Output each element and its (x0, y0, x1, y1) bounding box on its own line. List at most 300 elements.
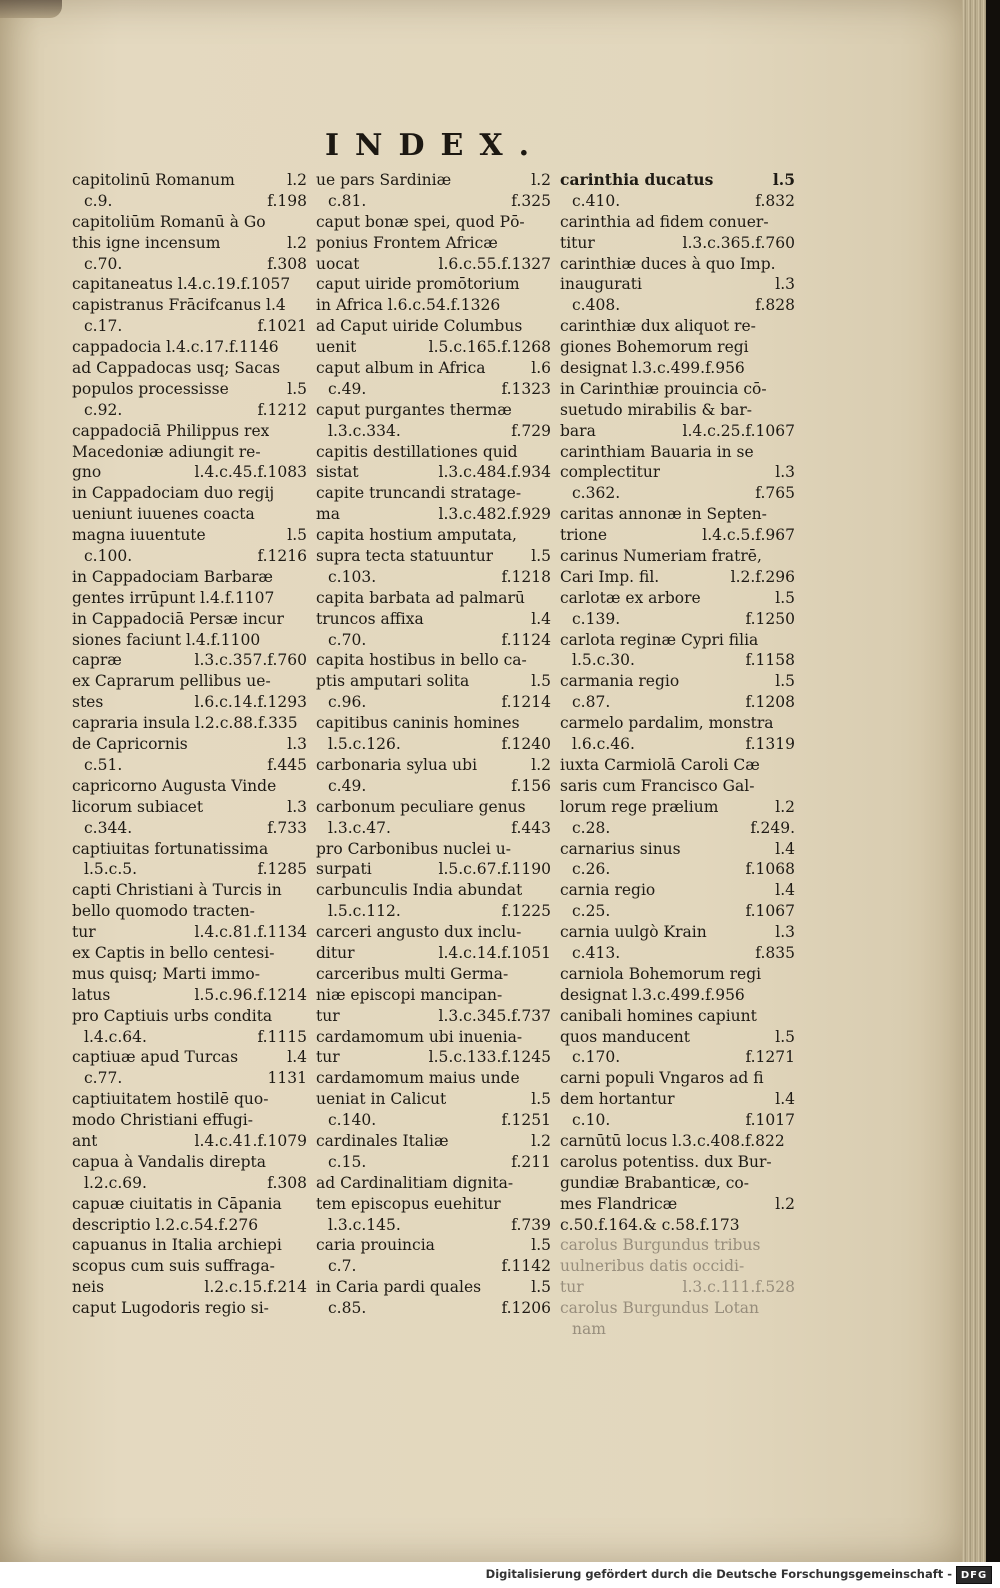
index-entry-text: c.81. (328, 191, 367, 210)
index-entry-reference: l.4.c.14.f.1051 (438, 943, 551, 962)
index-entry-line (560, 609, 795, 630)
index-entry-text: carinus Numeriam fratrē, (560, 547, 762, 566)
index-entry-text: c.70. (328, 630, 367, 649)
index-entry-text: c.10. (572, 1111, 611, 1130)
index-entry-text: capita hostibus in bello ca- (316, 651, 527, 670)
index-entry-text: Macedoniæ adiungit re- (72, 442, 261, 461)
index-entry-text: l.5.c.112. (328, 902, 401, 921)
index-entry-line (316, 567, 551, 588)
index-entry-text: in Carinthiæ prouincia cō- (560, 379, 767, 398)
index-entry-line (72, 1215, 307, 1236)
index-entry-text: ad Caput uiride Columbus (316, 317, 523, 336)
index-entry-line (560, 525, 795, 546)
index-entry-line (560, 1006, 795, 1027)
index-entry-text: populos processisse (72, 379, 229, 398)
index-entry-line (560, 504, 795, 525)
index-entry-text: giones Bohemorum regi (560, 338, 749, 357)
index-entry-reference: l.4 (287, 1048, 307, 1067)
index-entry-line (316, 671, 551, 692)
index-entry-reference: l.2 (775, 1194, 795, 1213)
index-entry-line (560, 797, 795, 818)
index-entry-text: capitibus caninis homines (316, 714, 520, 733)
index-entry-line (560, 1131, 795, 1152)
index-entry-line (72, 755, 307, 776)
index-entry-text: c.9. (84, 191, 113, 210)
index-entry-reference: f.1212 (257, 400, 307, 419)
index-entry-line (72, 1027, 307, 1048)
index-entry-line (560, 1027, 795, 1048)
index-entry-line (560, 379, 795, 400)
index-entry-line (560, 1068, 795, 1089)
index-entry-line (316, 1215, 551, 1236)
index-entry-reference: f.1021 (257, 317, 307, 336)
index-entry-text: carolus Burgundus tribus (560, 1236, 761, 1255)
index-entry-line (72, 1256, 307, 1277)
scan-background-edge (986, 0, 1000, 1562)
index-entry-text: c.70. (84, 254, 123, 273)
index-entry-line (316, 170, 551, 191)
index-entry-text: ponius Frontem Africæ (316, 233, 498, 252)
index-entry-text: pro Captiuis urbs condita (72, 1006, 273, 1025)
index-entry-text: mes Flandricæ (560, 1194, 678, 1213)
index-entry-reference: l.2 (531, 171, 551, 189)
index-entry-reference: f.1017 (745, 1111, 795, 1130)
index-entry-text: c.413. (572, 943, 621, 962)
index-entry-line (560, 985, 795, 1006)
index-entry-text: capraria insula l.2.c.88.f.335 (72, 714, 298, 733)
index-entry-line (316, 1173, 551, 1194)
index-entry-text: lorum rege prælium (560, 797, 719, 816)
index-entry-text: capitoliūm Romanū à Go (72, 212, 266, 231)
index-entry-text: caput album in Africa (316, 359, 486, 378)
index-entry-line (560, 316, 795, 337)
index-entry-line (72, 337, 307, 358)
index-entry-text: l.2.c.69. (84, 1173, 147, 1192)
index-entry-line (72, 546, 307, 567)
index-entry-text: gno (72, 463, 102, 482)
index-entry-line (72, 191, 307, 212)
index-entry-reference: l.4.c.5.f.967 (702, 526, 795, 545)
index-entry-text: c.15. (328, 1152, 367, 1171)
index-entry-line (72, 776, 307, 797)
index-entry-text: l.3.c.47. (328, 818, 391, 837)
index-entry-line (560, 713, 795, 734)
dfg-logo (956, 1566, 992, 1584)
index-entry-reference: l.3.c.111.f.528 (682, 1278, 795, 1297)
index-entry-line (560, 337, 795, 358)
index-entry-text: capitolinū Romanum (72, 171, 235, 189)
index-entry-reference: l.3 (287, 797, 307, 816)
index-entry-line (316, 295, 551, 316)
index-entry-text: carinthiæ dux aliquot re- (560, 317, 756, 336)
index-entry-text: capuanus in Italia archiepi (72, 1236, 282, 1255)
index-entry-text: capite truncandi stratage- (316, 484, 522, 503)
index-entry-line (316, 442, 551, 463)
index-entry-text: siones faciunt l.4.f.1100 (72, 630, 261, 649)
index-entry-reference: f.445 (267, 755, 307, 774)
index-entry-text: capitis destillationes quid (316, 442, 518, 461)
index-entry-text: cardamomum maius unde (316, 1069, 520, 1088)
index-entry-text: sistat (316, 463, 359, 482)
index-entry-line (316, 713, 551, 734)
index-entry-reference: f.1158 (745, 651, 795, 670)
index-entry-line (72, 1047, 307, 1068)
index-entry-line (560, 442, 795, 463)
index-entry-reference: l.5.c.133.f.1245 (428, 1048, 551, 1067)
index-entry-line (560, 776, 795, 797)
index-entry-line (316, 233, 551, 254)
index-entry-text: l.5.c.126. (328, 735, 401, 754)
index-entry-reference: l.4 (775, 881, 795, 900)
index-entry-line (560, 1194, 795, 1215)
index-entry-line (316, 818, 551, 839)
index-entry-line (560, 546, 795, 567)
index-entry-line (72, 713, 307, 734)
index-entry-reference: l.2 (287, 233, 307, 252)
index-entry-text: caput uiride promōtorium (316, 275, 520, 294)
index-entry-text: ex Caprarum pellibus ue- (72, 672, 271, 691)
index-entry-text: captiuitatem hostilē quo- (72, 1090, 269, 1109)
index-entry-line (560, 191, 795, 212)
index-entry-reference: f.828 (755, 296, 795, 315)
index-entry-line (72, 504, 307, 525)
index-entry-reference: l.2.c.15.f.214 (204, 1278, 307, 1297)
index-entry-text: l.5.c.5. (84, 860, 138, 879)
index-entry-line (316, 776, 551, 797)
index-entry-text: quos manducent (560, 1027, 691, 1046)
index-entry-text: capuæ ciuitatis in Cāpania (72, 1194, 282, 1213)
index-entry-text: ad Cappadocas usq; Sacas (72, 359, 281, 378)
index-entry-text: mus quisq; Marti immo- (72, 964, 261, 983)
index-entry-text: Cari Imp. fil. (560, 567, 660, 586)
index-entry-line (72, 859, 307, 880)
index-entry-line (72, 170, 307, 191)
index-entry-line (560, 1256, 795, 1277)
index-entry-line (560, 1235, 795, 1256)
index-entry-text: c.139. (572, 609, 621, 628)
index-entry-text: carinthia ad fidem conuer- (560, 212, 769, 231)
index-entry-reference: l.5 (531, 672, 551, 691)
index-entry-line (316, 191, 551, 212)
index-entry-text: l.3.c.145. (328, 1215, 401, 1234)
index-entry-line (316, 1110, 551, 1131)
index-entry-line (560, 839, 795, 860)
index-entry-text: ex Captis in bello centesi- (72, 943, 275, 962)
index-entry-reference: f.308 (267, 1173, 307, 1192)
index-entry-reference: l.4 (531, 609, 551, 628)
index-entry-text: c.77. (84, 1069, 123, 1088)
index-entry-reference: f.835 (755, 943, 795, 962)
index-entry-reference: f.325 (511, 191, 551, 210)
index-entry-text: ditur (316, 943, 355, 962)
index-entry-line (560, 358, 795, 379)
index-entry-text: c.410. (572, 191, 621, 210)
index-entry-text: carlotæ ex arbore (560, 588, 701, 607)
index-entry-reference: f.1124 (501, 630, 551, 649)
index-entry-reference: f.1251 (501, 1111, 551, 1130)
book-fore-edge (962, 0, 986, 1562)
index-entry-line (72, 462, 307, 483)
index-entry-line (72, 400, 307, 421)
index-entry-text: tur (316, 1048, 340, 1067)
index-entry-text: captiuitas fortunatissima (72, 839, 269, 858)
index-entry-text: carnarius sinus (560, 839, 681, 858)
index-entry-text: suetudo mirabilis & bar- (560, 400, 753, 419)
index-entry-reference: l.5.c.96.f.1214 (194, 985, 307, 1004)
index-entry-line (560, 1277, 795, 1298)
index-entry-line (72, 964, 307, 985)
index-entry-text: carinthia ducatus (560, 170, 714, 189)
index-entry-text: latus (72, 985, 111, 1004)
index-entry-reference: l.3 (775, 923, 795, 942)
index-entry-reference: l.5 (531, 1236, 551, 1255)
index-entry-line (316, 1194, 551, 1215)
index-entry-line (72, 734, 307, 755)
index-entry-line (72, 901, 307, 922)
index-entry-text: carmania regio (560, 672, 680, 691)
index-entry-text: designat l.3.c.499.f.956 (560, 985, 745, 1004)
index-entry-text: carolus Burgundus Lotan (560, 1299, 760, 1318)
index-entry-text: tur (316, 1006, 340, 1025)
dfg-logo-text: DFG (960, 1569, 988, 1581)
index-entry-reference: l.4.c.41.f.1079 (194, 1131, 307, 1150)
index-entry-text: niæ episcopi mancipan- (316, 985, 503, 1004)
index-entry-text: uulneribus datis occidi- (560, 1257, 745, 1276)
index-entry-line (316, 692, 551, 713)
index-entry-text: caput Lugodoris regio si- (72, 1299, 269, 1318)
index-entry-line (316, 1131, 551, 1152)
index-entry-reference: f.1142 (501, 1257, 551, 1276)
index-entry-reference: l.5 (775, 588, 795, 607)
index-entry-reference: l.5.c.165.f.1268 (428, 338, 551, 357)
index-entry-reference: f.1218 (501, 567, 551, 586)
index-entry-line (560, 170, 795, 191)
index-entry-line (72, 274, 307, 295)
index-entry-text: ue pars Sardiniæ (316, 171, 452, 189)
index-entry-line (316, 462, 551, 483)
index-entry-reference: f.308 (267, 254, 307, 273)
index-entry-line (72, 1173, 307, 1194)
index-entry-line (316, 1277, 551, 1298)
index-entry-line (72, 254, 307, 275)
index-entry-reference: l.4 (775, 839, 795, 858)
index-entry-text: c.28. (572, 818, 611, 837)
index-entry-text: carinthiæ duces à quo Imp. (560, 254, 776, 273)
index-entry-text: carceribus multi Germa- (316, 964, 509, 983)
index-entry-line (72, 818, 307, 839)
index-entry-text: c.408. (572, 296, 621, 315)
index-entry-reference: f.1225 (501, 902, 551, 921)
index-entry-line (560, 818, 795, 839)
index-entry-text: carnūtū locus l.3.c.408.f.822 (560, 1131, 785, 1150)
index-entry-reference: l.2 (287, 171, 307, 189)
index-entry-text: c.87. (572, 693, 611, 712)
index-entry-text: captiuæ apud Turcas (72, 1048, 239, 1067)
index-entry-text: c.7. (328, 1257, 357, 1276)
index-entry-text: c.25. (572, 902, 611, 921)
index-entry-reference: l.3 (775, 463, 795, 482)
footer-bar (0, 1562, 1000, 1588)
index-entry-text: surpati (316, 860, 372, 879)
index-entry-reference: l.5 (531, 1090, 551, 1109)
index-entry-text: dem hortantur (560, 1090, 675, 1109)
index-entry-line (72, 609, 307, 630)
index-entry-line (316, 212, 551, 233)
index-column-2 (316, 170, 551, 1319)
index-entry-text: l.3.c.334. (328, 421, 401, 440)
index-entry-text: carolus potentiss. dux Bur- (560, 1152, 772, 1171)
index-entry-line (72, 525, 307, 546)
index-entry-reference: f.1319 (745, 735, 795, 754)
index-entry-text: licorum subiacet (72, 797, 204, 816)
index-entry-reference: l.3.c.365.f.760 (682, 233, 795, 252)
index-entry-text: tur (560, 1278, 584, 1297)
index-entry-line (316, 1006, 551, 1027)
index-entry-reference: f.1206 (501, 1299, 551, 1318)
index-entry-text: l.5.c.30. (572, 651, 635, 670)
index-entry-reference: f.211 (511, 1152, 551, 1171)
index-entry-text: truncos affixa (316, 609, 424, 628)
index-entry-line (316, 358, 551, 379)
index-entry-text: c.17. (84, 317, 123, 336)
index-entry-line (72, 943, 307, 964)
index-entry-text: ptis amputari solita (316, 672, 470, 691)
index-entry-text: pro Carbonibus nuclei u- (316, 839, 511, 858)
index-entry-line (560, 859, 795, 880)
index-column-3 (560, 170, 795, 1340)
index-entry-text: capitaneatus l.4.c.19.f.1057 (72, 275, 291, 294)
index-entry-line (560, 901, 795, 922)
index-entry-reference: f.1323 (501, 379, 551, 398)
index-entry-line (560, 421, 795, 442)
index-entry-line (72, 567, 307, 588)
index-entry-text: carbunculis India abundat (316, 881, 523, 900)
index-entry-reference: l.2.f.296 (730, 567, 795, 586)
index-entry-text: supra tecta statuuntur (316, 547, 494, 566)
index-entry-line (560, 755, 795, 776)
index-entry-text: c.362. (572, 484, 621, 503)
index-entry-text: cardamomum ubi inuenia- (316, 1027, 523, 1046)
index-entry-reference: l.6 (531, 359, 551, 378)
index-entry-reference: f.1214 (501, 693, 551, 712)
index-entry-text: c.140. (328, 1111, 377, 1130)
index-entry-line (72, 1277, 307, 1298)
index-entry-text: c.51. (84, 755, 123, 774)
index-entry-line (560, 1298, 795, 1319)
index-entry-text: carceri angusto dux inclu- (316, 923, 522, 942)
index-entry-line (72, 692, 307, 713)
index-entry-line (316, 1152, 551, 1173)
index-entry-text: titur (560, 233, 595, 252)
index-entry-text: ueniat in Calicut (316, 1090, 447, 1109)
index-entry-text: cardinales Italiæ (316, 1131, 449, 1150)
index-entry-text: scopus cum suis suffraga- (72, 1257, 275, 1276)
index-entry-line (316, 901, 551, 922)
index-entry-text: c.26. (572, 860, 611, 879)
index-entry-text: c.49. (328, 776, 367, 795)
index-entry-line (560, 880, 795, 901)
index-entry-line (316, 421, 551, 442)
index-entry-line (560, 630, 795, 651)
index-entry-text: neis (72, 1278, 105, 1297)
index-entry-text: descriptio l.2.c.54.f.276 (72, 1215, 259, 1234)
index-entry-line (316, 630, 551, 651)
index-entry-text: complectitur (560, 463, 661, 482)
index-entry-reference: 1131 (267, 1069, 307, 1088)
index-entry-reference: f.1250 (745, 609, 795, 628)
index-entry-line (316, 316, 551, 337)
index-entry-reference: l.3.c.357.f.760 (194, 651, 307, 670)
index-entry-line (316, 588, 551, 609)
index-entry-text: stes (72, 693, 104, 712)
index-entry-text: trione (560, 526, 608, 545)
index-entry-text: carlota reginæ Cypri filia (560, 630, 759, 649)
index-entry-line (72, 1298, 307, 1319)
index-entry-reference: f.729 (511, 421, 551, 440)
index-entry-text: caria prouincia (316, 1236, 435, 1255)
index-entry-line (316, 880, 551, 901)
index-entry-text: this igne incensum (72, 233, 221, 252)
index-entry-reference: f.1068 (745, 860, 795, 879)
index-entry-reference: l.4 (775, 1090, 795, 1109)
index-entry-text: capistranus Frācifcanus l.4 (72, 296, 286, 315)
index-entry-line (72, 1068, 307, 1089)
index-entry-text: carbonaria sylua ubi (316, 755, 478, 774)
index-entry-line (72, 797, 307, 818)
index-entry-line (316, 922, 551, 943)
index-entry-reference: f.1285 (257, 860, 307, 879)
index-entry-text: c.49. (328, 379, 367, 398)
index-entry-line (72, 1110, 307, 1131)
index-entry-line (560, 462, 795, 483)
index-entry-line (560, 1319, 795, 1340)
index-entry-line (316, 797, 551, 818)
index-entry-text: tem episcopus euehitur (316, 1194, 501, 1213)
index-entry-line (316, 504, 551, 525)
index-entry-text: l.6.c.46. (572, 735, 635, 754)
index-entry-reference: l.5 (775, 1027, 795, 1046)
index-entry-text: uocat (316, 254, 360, 273)
index-entry-text: in Caria pardi quales (316, 1278, 482, 1297)
index-entry-line (560, 734, 795, 755)
index-entry-line (72, 212, 307, 233)
index-entry-text: carinthiam Bauaria in se (560, 442, 754, 461)
index-entry-line (560, 1110, 795, 1131)
index-entry-text: c.344. (84, 818, 133, 837)
index-entry-text: c.85. (328, 1299, 367, 1318)
index-entry-reference: l.2 (531, 755, 551, 774)
index-entry-line (560, 943, 795, 964)
index-entry-line (72, 1235, 307, 1256)
index-entry-line (72, 316, 307, 337)
index-entry-text: capita hostium amputata, (316, 526, 517, 545)
index-entry-text: l.4.c.64. (84, 1027, 147, 1046)
index-entry-line (72, 880, 307, 901)
index-entry-text: saris cum Francisco Gal- (560, 776, 755, 795)
index-entry-reference: l.5 (531, 1278, 551, 1297)
index-entry-line (316, 1089, 551, 1110)
index-entry-reference: f.1067 (745, 902, 795, 921)
index-entry-reference: l.2 (775, 797, 795, 816)
index-entry-text: carni populi Vngaros ad fi (560, 1069, 764, 1088)
index-entry-line (72, 1006, 307, 1027)
index-entry-text: capricorno Augusta Vinde (72, 776, 277, 795)
index-entry-text: c.103. (328, 567, 377, 586)
index-entry-reference: f.1216 (257, 547, 307, 566)
index-entry-text: in Africa l.6.c.54.f.1326 (316, 296, 501, 315)
index-entry-text: bello quomodo tracten- (72, 902, 255, 921)
index-entry-reference: f.443 (511, 818, 551, 837)
